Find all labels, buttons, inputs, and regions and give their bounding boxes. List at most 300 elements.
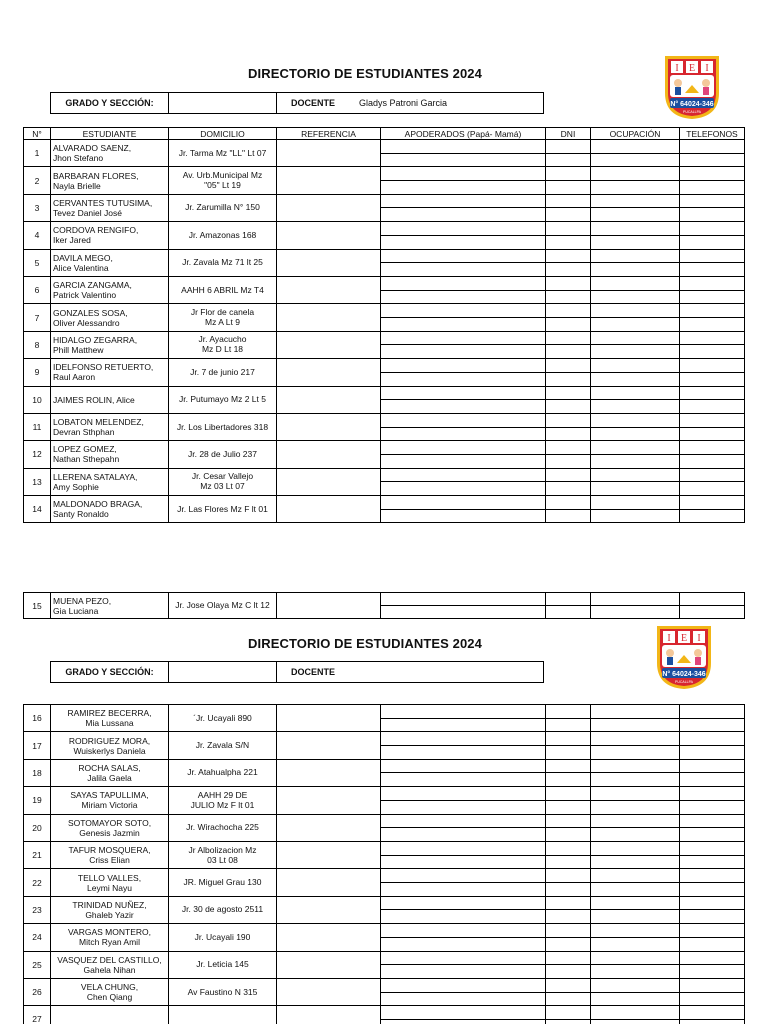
students-table-1 — [23, 127, 745, 523]
reference-cell[interactable] — [277, 951, 381, 978]
row-number: 24 — [24, 924, 51, 951]
occupation-cell[interactable] — [591, 869, 680, 896]
table-row — [24, 331, 745, 358]
student-given-name: Santy Ronaldo — [53, 509, 109, 520]
phone-cell[interactable] — [680, 1006, 745, 1024]
docente-label: DOCENTE — [290, 98, 335, 108]
reference-cell[interactable] — [277, 869, 381, 896]
guardians-cell[interactable] — [381, 359, 546, 386]
reference-cell[interactable] — [277, 978, 381, 1005]
guardians-cell[interactable] — [381, 787, 546, 814]
row-number: 10 — [24, 386, 51, 413]
phone-cell[interactable] — [680, 304, 745, 331]
student-cell — [51, 869, 169, 896]
student-surname: RODRIGUEZ MORA, — [68, 735, 151, 746]
address-line-1: AAHH 6 ABRIL Mz T4 — [181, 284, 264, 295]
phone-cell[interactable] — [680, 924, 745, 951]
phone-cell[interactable] — [680, 593, 745, 619]
occupation-cell[interactable] — [591, 386, 680, 413]
student-given-name: Nathan Sthepahn — [53, 454, 120, 465]
row-number: 20 — [24, 814, 51, 841]
student-given-name: Jhon Stefano — [53, 153, 104, 164]
school-logo — [661, 53, 723, 121]
reference-cell[interactable] — [277, 759, 381, 786]
student-given-name: Phill Matthew — [53, 344, 104, 355]
address-cell — [169, 787, 277, 814]
col-header-estudiante: ESTUDIANTE — [51, 128, 169, 140]
col-header-telefonos: TELEFONOS — [680, 128, 745, 140]
logo-number: N° 64024-346 — [662, 671, 706, 678]
school-logo-2 — [653, 623, 715, 691]
student-given-name: JAIMES ROLIN, Alice — [53, 394, 135, 405]
row-number: 16 — [24, 705, 51, 732]
dni-cell[interactable] — [546, 814, 591, 841]
student-given-name: Criss Elian — [89, 855, 130, 866]
occupation-cell[interactable] — [591, 441, 680, 468]
student-given-name: Leymi Nayu — [87, 882, 132, 893]
student-cell — [51, 787, 169, 814]
guardians-cell[interactable] — [381, 732, 546, 759]
address-cell — [169, 593, 277, 619]
student-cell — [51, 593, 169, 619]
logo-place: PUCALLPA — [682, 110, 702, 114]
guardians-cell[interactable] — [381, 496, 546, 523]
guardians-cell[interactable] — [381, 814, 546, 841]
student-cell — [51, 441, 169, 468]
table-row — [24, 1006, 745, 1024]
row-number: 23 — [24, 896, 51, 923]
address-cell — [169, 331, 277, 358]
dni-cell[interactable] — [546, 359, 591, 386]
occupation-cell[interactable] — [591, 222, 680, 249]
phone-cell[interactable] — [680, 222, 745, 249]
dni-cell[interactable] — [546, 951, 591, 978]
dni-cell[interactable] — [546, 304, 591, 331]
student-given-name: Gia Luciana — [53, 605, 99, 616]
dni-cell[interactable] — [546, 331, 591, 358]
docente-name — [349, 662, 543, 682]
dni-cell[interactable] — [546, 276, 591, 303]
address-cell — [169, 413, 277, 440]
phone-cell[interactable] — [680, 814, 745, 841]
row-number: 8 — [24, 331, 51, 358]
address-line-1: Jr. Los Libertadores 318 — [176, 421, 269, 432]
reference-cell[interactable] — [277, 896, 381, 923]
page-title-2: DIRECTORIO DE ESTUDIANTES 2024 — [248, 636, 482, 651]
guardians-cell[interactable] — [381, 167, 546, 194]
student-cell — [51, 896, 169, 923]
student-surname: BARBARAN FLORES, — [53, 170, 139, 181]
row-number: 4 — [24, 222, 51, 249]
address-cell — [169, 304, 277, 331]
guardians-cell[interactable] — [381, 951, 546, 978]
occupation-cell[interactable] — [591, 951, 680, 978]
row-number: 3 — [24, 194, 51, 221]
guardians-cell[interactable] — [381, 304, 546, 331]
table-row — [24, 413, 745, 440]
address-cell — [169, 386, 277, 413]
phone-cell[interactable] — [680, 468, 745, 495]
table-row — [24, 276, 745, 303]
student-given-name: Mia Lussana — [85, 718, 134, 729]
row-number: 5 — [24, 249, 51, 276]
student-surname: TAFUR MOSQUERA, — [68, 845, 151, 856]
guardians-cell[interactable] — [381, 194, 546, 221]
row-number: 27 — [24, 1006, 51, 1024]
address-cell — [169, 951, 277, 978]
row-number: 1 — [24, 140, 51, 167]
reference-cell[interactable] — [277, 386, 381, 413]
address-line-2: 03 Lt 08 — [207, 854, 238, 865]
phone-cell[interactable] — [680, 140, 745, 167]
dni-cell[interactable] — [546, 441, 591, 468]
guardians-cell[interactable] — [381, 276, 546, 303]
phone-cell[interactable] — [680, 249, 745, 276]
address-cell — [169, 896, 277, 923]
logo-letter: E — [680, 633, 688, 644]
dni-cell[interactable] — [546, 194, 591, 221]
phone-cell[interactable] — [680, 869, 745, 896]
dni-cell[interactable] — [546, 869, 591, 896]
reference-cell[interactable] — [277, 787, 381, 814]
address-line-1: Jr. Zavala Mz 71 lt 25 — [182, 257, 263, 268]
phone-cell[interactable] — [680, 194, 745, 221]
address-cell — [169, 468, 277, 495]
occupation-cell[interactable] — [591, 759, 680, 786]
student-surname: LOPEZ GOMEZ, — [53, 444, 117, 455]
address-line-1: Jr. Leticia 145 — [196, 959, 249, 970]
table-row — [24, 841, 745, 868]
student-cell — [51, 413, 169, 440]
address-line-1: Jr. Ayacucho — [198, 334, 247, 345]
row-number: 2 — [24, 167, 51, 194]
col-header-ocupacion: OCUPACIÓN — [591, 128, 680, 140]
address-cell — [169, 359, 277, 386]
col-header-domicilio: DOMICILIO — [169, 128, 277, 140]
phone-cell[interactable] — [680, 496, 745, 523]
address-cell — [169, 869, 277, 896]
dni-cell[interactable] — [546, 167, 591, 194]
phone-cell[interactable] — [680, 732, 745, 759]
address-line-1: Jr. Las Flores Mz F lt 01 — [177, 503, 268, 514]
student-given-name: Tevez Daniel José — [53, 207, 122, 218]
address-line-1: Av. Urb.Municipal Mz — [182, 170, 263, 181]
address-cell — [169, 249, 277, 276]
student-given-name: Raul Aaron — [53, 372, 96, 383]
address-line-1: Jr. Wirachocha 225 — [186, 822, 259, 833]
student-surname: DAVILA MEGO, — [53, 252, 113, 263]
logo-letter: E — [688, 63, 696, 74]
dni-cell[interactable] — [546, 140, 591, 167]
student-surname: VARGAS MONTERO, — [68, 927, 151, 938]
reference-cell[interactable] — [277, 593, 381, 619]
student-cell — [51, 705, 169, 732]
phone-cell[interactable] — [680, 441, 745, 468]
reference-cell[interactable] — [277, 359, 381, 386]
row-number: 26 — [24, 978, 51, 1005]
student-given-name: Mitch Ryan Amil — [79, 937, 140, 948]
reference-cell[interactable] — [277, 924, 381, 951]
occupation-cell[interactable] — [591, 705, 680, 732]
student-cell — [51, 1006, 169, 1024]
reference-cell[interactable] — [277, 167, 381, 194]
phone-cell[interactable] — [680, 413, 745, 440]
occupation-cell[interactable] — [591, 1006, 680, 1024]
table-row — [24, 705, 745, 732]
student-surname: LOBATON MELENDEZ, — [53, 417, 144, 428]
dni-cell[interactable] — [546, 978, 591, 1005]
col-header-apoderados: APODERADOS (Papá- Mamá) — [381, 128, 546, 140]
docente-label: DOCENTE — [290, 667, 335, 677]
occupation-cell[interactable] — [591, 331, 680, 358]
dni-cell[interactable] — [546, 787, 591, 814]
address-line-1: Jr. Zarumilla N° 150 — [185, 202, 260, 213]
address-cell — [169, 194, 277, 221]
guardians-cell[interactable] — [381, 468, 546, 495]
reference-cell[interactable] — [277, 194, 381, 221]
student-given-name: Devran Sthphan — [53, 427, 115, 438]
student-surname: HIDALGO ZEGARRA, — [53, 334, 138, 345]
table-row — [24, 441, 745, 468]
dni-cell[interactable] — [546, 386, 591, 413]
occupation-cell[interactable] — [591, 167, 680, 194]
reference-cell[interactable] — [277, 413, 381, 440]
guardians-cell[interactable] — [381, 140, 546, 167]
student-given-name: Iker Jared — [53, 235, 91, 246]
reference-cell[interactable] — [277, 468, 381, 495]
address-line-2: JULIO Mz F lt 01 — [190, 799, 255, 810]
student-surname: VASQUEZ DEL CASTILLO, — [57, 954, 162, 965]
reference-cell[interactable] — [277, 304, 381, 331]
guardians-cell[interactable] — [381, 978, 546, 1005]
student-surname: TRINIDAD NUÑEZ, — [72, 899, 147, 910]
guardians-cell[interactable] — [381, 759, 546, 786]
student-surname: SAYAS TAPULLIMA, — [70, 790, 149, 801]
phone-cell[interactable] — [680, 978, 745, 1005]
phone-cell[interactable] — [680, 841, 745, 868]
occupation-cell[interactable] — [591, 978, 680, 1005]
student-surname: MALDONADO BRAGA, — [53, 499, 143, 510]
occupation-cell[interactable] — [591, 841, 680, 868]
guardians-cell[interactable] — [381, 331, 546, 358]
student-cell — [51, 468, 169, 495]
reference-cell[interactable] — [277, 705, 381, 732]
reference-cell[interactable] — [277, 814, 381, 841]
guardians-cell[interactable] — [381, 593, 546, 619]
address-cell — [169, 759, 277, 786]
reference-cell[interactable] — [277, 140, 381, 167]
table-row — [24, 167, 745, 194]
row-number: 12 — [24, 441, 51, 468]
student-surname: ROCHA SALAS, — [78, 762, 141, 773]
address-line-1: Av Faustino N 315 — [187, 986, 258, 997]
occupation-cell[interactable] — [591, 924, 680, 951]
dni-cell[interactable] — [546, 413, 591, 440]
table-row — [24, 386, 745, 413]
occupation-cell[interactable] — [591, 304, 680, 331]
student-cell — [51, 249, 169, 276]
address-line-1: Jr. Putumayo Mz 2 Lt 5 — [179, 394, 266, 405]
dni-cell[interactable] — [546, 896, 591, 923]
row-number: 13 — [24, 468, 51, 495]
address-line-1: JR. Miguel Grau 130 — [183, 877, 262, 888]
dni-cell[interactable] — [546, 222, 591, 249]
grado-label: GRADO Y SECCIÓN: — [51, 93, 169, 113]
student-cell — [51, 304, 169, 331]
student-cell — [51, 222, 169, 249]
student-surname: VELA CHUNG, — [80, 982, 139, 993]
student-cell — [51, 359, 169, 386]
table-row — [24, 759, 745, 786]
guardians-cell[interactable] — [381, 386, 546, 413]
student-surname: CERVANTES TUTUSIMA, — [53, 197, 153, 208]
logo-place: PUCALLPA — [674, 680, 694, 684]
student-cell — [51, 924, 169, 951]
grado-value[interactable] — [169, 93, 277, 113]
grado-value[interactable] — [169, 662, 277, 682]
dni-cell[interactable] — [546, 1006, 591, 1024]
phone-cell[interactable] — [680, 951, 745, 978]
dni-cell[interactable] — [546, 468, 591, 495]
phone-cell[interactable] — [680, 759, 745, 786]
dni-cell[interactable] — [546, 732, 591, 759]
dni-cell[interactable] — [546, 841, 591, 868]
phone-cell[interactable] — [680, 705, 745, 732]
phone-cell[interactable] — [680, 167, 745, 194]
dni-cell[interactable] — [546, 496, 591, 523]
phone-cell[interactable] — [680, 787, 745, 814]
phone-cell[interactable] — [680, 386, 745, 413]
address-line-1: Jr. Jose Olaya Mz C lt 12 — [175, 600, 270, 610]
address-line-2: Mz A Lt 9 — [205, 317, 240, 328]
occupation-cell[interactable] — [591, 249, 680, 276]
student-given-name: Jalila Gaela — [87, 772, 132, 783]
row-number: 21 — [24, 841, 51, 868]
student-cell — [51, 759, 169, 786]
guardians-cell[interactable] — [381, 924, 546, 951]
header-info-box — [50, 92, 544, 114]
address-cell — [169, 276, 277, 303]
guardians-cell[interactable] — [381, 222, 546, 249]
students-table-3 — [23, 704, 745, 1024]
student-given-name: Miriam Victoria — [81, 800, 138, 811]
address-cell — [169, 978, 277, 1005]
table-row — [24, 496, 745, 523]
table-row — [24, 222, 745, 249]
col-header-num: N° — [24, 128, 51, 140]
reference-cell[interactable] — [277, 496, 381, 523]
occupation-cell[interactable] — [591, 787, 680, 814]
row-number: 11 — [24, 413, 51, 440]
student-cell — [51, 978, 169, 1005]
address-cell — [169, 222, 277, 249]
reference-cell[interactable] — [277, 276, 381, 303]
student-cell — [51, 386, 169, 413]
guardians-cell[interactable] — [381, 896, 546, 923]
address-line-1: Jr. Tarma Mz "LL" Lt 07 — [178, 147, 267, 158]
reference-cell[interactable] — [277, 222, 381, 249]
students-table-2 — [23, 592, 745, 619]
address-line-1: Jr. Amazonas 168 — [188, 229, 257, 240]
dni-cell[interactable] — [546, 759, 591, 786]
dni-cell[interactable] — [546, 593, 591, 619]
guardians-cell[interactable] — [381, 441, 546, 468]
student-given-name: Nayla Brielle — [53, 180, 101, 191]
reference-cell[interactable] — [277, 249, 381, 276]
occupation-cell[interactable] — [591, 896, 680, 923]
col-header-referencia: REFERENCIA — [277, 128, 381, 140]
dni-cell[interactable] — [546, 249, 591, 276]
row-number: 22 — [24, 869, 51, 896]
occupation-cell[interactable] — [591, 359, 680, 386]
student-surname: CORDOVA RENGIFO, — [53, 225, 139, 236]
row-number: 15 — [24, 593, 51, 619]
occupation-cell[interactable] — [591, 140, 680, 167]
occupation-cell[interactable] — [591, 276, 680, 303]
address-line-1: Jr. Atahualpha 221 — [187, 767, 258, 778]
row-number: 17 — [24, 732, 51, 759]
guardians-cell[interactable] — [381, 705, 546, 732]
table-row — [24, 869, 745, 896]
student-given-name: Patrick Valentino — [53, 290, 117, 301]
logo-letter: I — [667, 633, 671, 644]
address-cell — [169, 841, 277, 868]
phone-cell[interactable] — [680, 359, 745, 386]
table-row — [24, 732, 745, 759]
table-row — [24, 787, 745, 814]
phone-cell[interactable] — [680, 276, 745, 303]
occupation-cell[interactable] — [591, 593, 680, 619]
address-line-1: AAHH 29 DE — [197, 789, 248, 800]
student-surname: TELLO VALLES, — [77, 872, 142, 883]
student-surname: ALVARADO SAENZ, — [53, 143, 132, 154]
address-line-1: Jr. Ucayali 190 — [194, 931, 251, 942]
occupation-cell[interactable] — [591, 732, 680, 759]
student-surname: GARCIA ZANGAMA, — [53, 280, 132, 291]
student-given-name: Alice Valentina — [53, 262, 109, 273]
student-cell — [51, 732, 169, 759]
table-row — [24, 194, 745, 221]
docente-name: Gladys Patroni Garcia — [359, 98, 448, 108]
occupation-cell[interactable] — [591, 468, 680, 495]
phone-cell[interactable] — [680, 331, 745, 358]
guardians-cell[interactable] — [381, 249, 546, 276]
student-given-name: Genesis Jazmin — [79, 827, 140, 838]
student-cell — [51, 814, 169, 841]
occupation-cell[interactable] — [591, 814, 680, 841]
reference-cell[interactable] — [277, 441, 381, 468]
guardians-cell[interactable] — [381, 841, 546, 868]
reference-cell[interactable] — [277, 1006, 381, 1024]
student-given-name: Gahela Nihan — [83, 964, 136, 975]
guardians-cell[interactable] — [381, 413, 546, 440]
occupation-cell[interactable] — [591, 194, 680, 221]
occupation-cell[interactable] — [591, 413, 680, 440]
address-line-1: Jr. 7 de junio 217 — [190, 366, 255, 377]
reference-cell[interactable] — [277, 331, 381, 358]
occupation-cell[interactable] — [591, 496, 680, 523]
table-header-row — [24, 128, 745, 140]
phone-cell[interactable] — [680, 896, 745, 923]
reference-cell[interactable] — [277, 732, 381, 759]
student-cell — [51, 276, 169, 303]
row-number: 25 — [24, 951, 51, 978]
reference-cell[interactable] — [277, 841, 381, 868]
guardians-cell[interactable] — [381, 869, 546, 896]
guardians-cell[interactable] — [381, 1006, 546, 1024]
dni-cell[interactable] — [546, 924, 591, 951]
dni-cell[interactable] — [546, 705, 591, 732]
